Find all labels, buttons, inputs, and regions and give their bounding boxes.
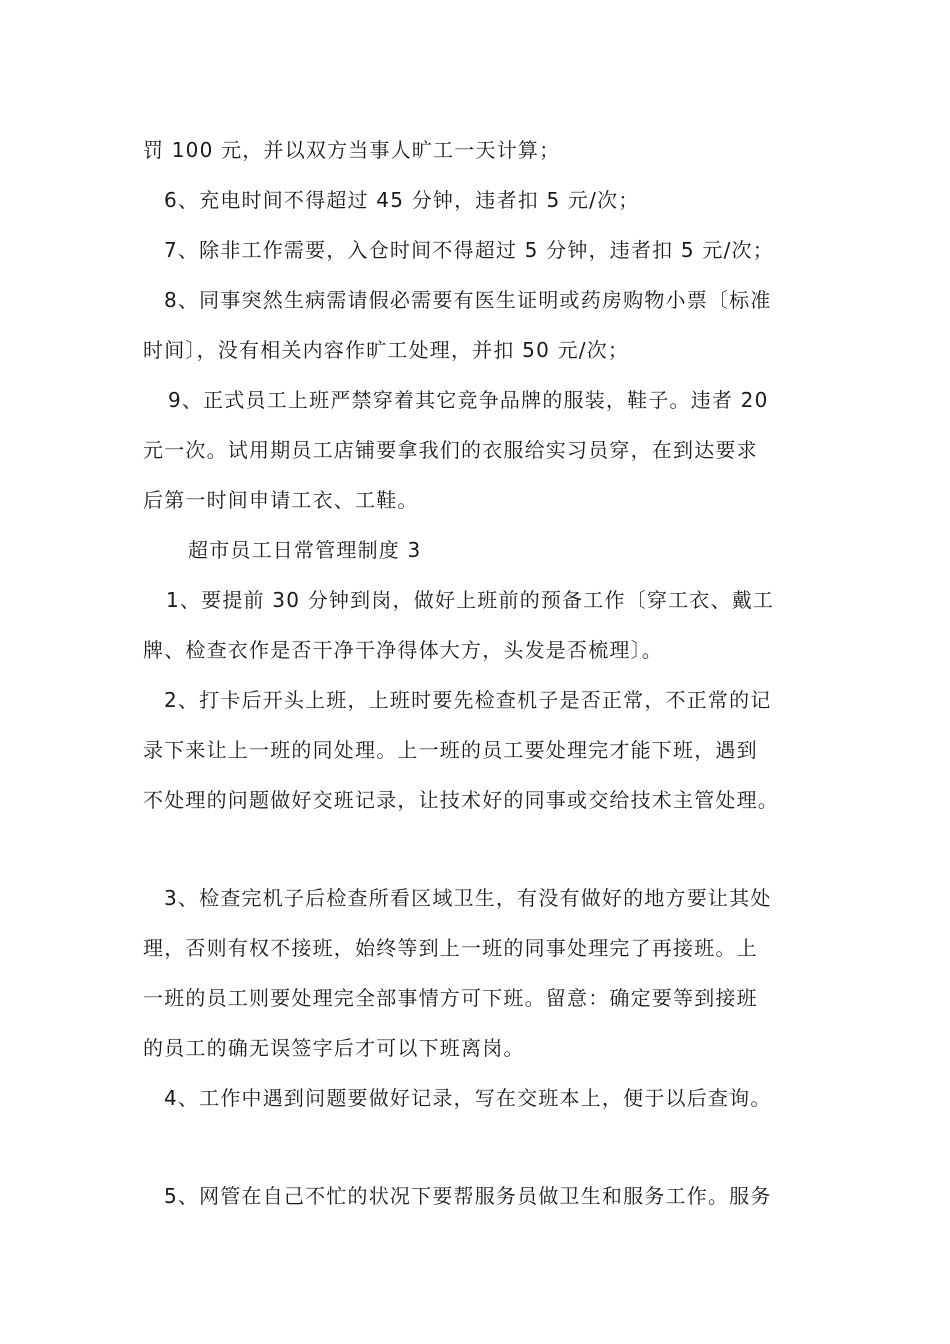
text-line: 4、工作中遇到问题要做好记录，写在交班本上，便于以后查询。 [164,1086,772,1110]
text-line: 6、充电时间不得超过 45 分钟，违者扣 5 元/次； [164,188,640,212]
text-line: 理，否则有权不接班，始终等到上一班的同事处理完了再接班。上 [143,936,758,960]
text-line: 罚 100 元，并以双方当事人旷工一天计算； [143,138,561,162]
text-line: 的员工的确无误签字后才可以下班离岗。 [143,1036,525,1060]
text-line: 2、打卡后开头上班，上班时要先检查机子是否正常，不正常的记 [164,688,772,712]
text-line: 3、检查完机子后检查所看区域卫生，有没有做好的地方要让其处 [164,886,772,910]
text-line: 9、正式员工上班严禁穿着其它竞争品牌的服装，鞋子。违者 20 [168,388,769,412]
text-line: 后第一时间申请工衣、工鞋。 [143,488,419,512]
text-line: 7、除非工作需要，入仓时间不得超过 5 分钟，违者扣 5 元/次； [164,238,774,262]
text-line: 录下来让上一班的同处理。上一班的员工要处理完才能下班，遇到 [143,738,758,762]
section-heading: 超市员工日常管理制度 3 [188,538,422,562]
text-line: 一班的员工则要处理完全部事情方可下班。留意：确定要等到接班 [143,986,758,1010]
text-line: 1、要提前 30 分钟到岗，做好上班前的预备工作〔穿工衣、戴工 [166,588,775,612]
text-line: 牌、检查衣作是否干净干净得体大方，头发是否梳理〕。 [143,638,663,662]
text-line: 8、同事突然生病需请假必需要有医生证明或药房购物小票〔标准 [164,288,772,312]
text-line: 时间〕，没有相关内容作旷工处理，并扣 50 元/次； [143,338,630,362]
text-line: 元一次。试用期员工店铺要拿我们的衣服给实习员穿，在到达要求 [143,438,758,462]
text-line: 5、网管在自己不忙的状况下要帮服务员做卫生和服务工作。服务 [164,1184,772,1208]
text-line: 不处理的问题做好交班记录，让技术好的同事或交给技术主管处理。 [143,788,779,812]
